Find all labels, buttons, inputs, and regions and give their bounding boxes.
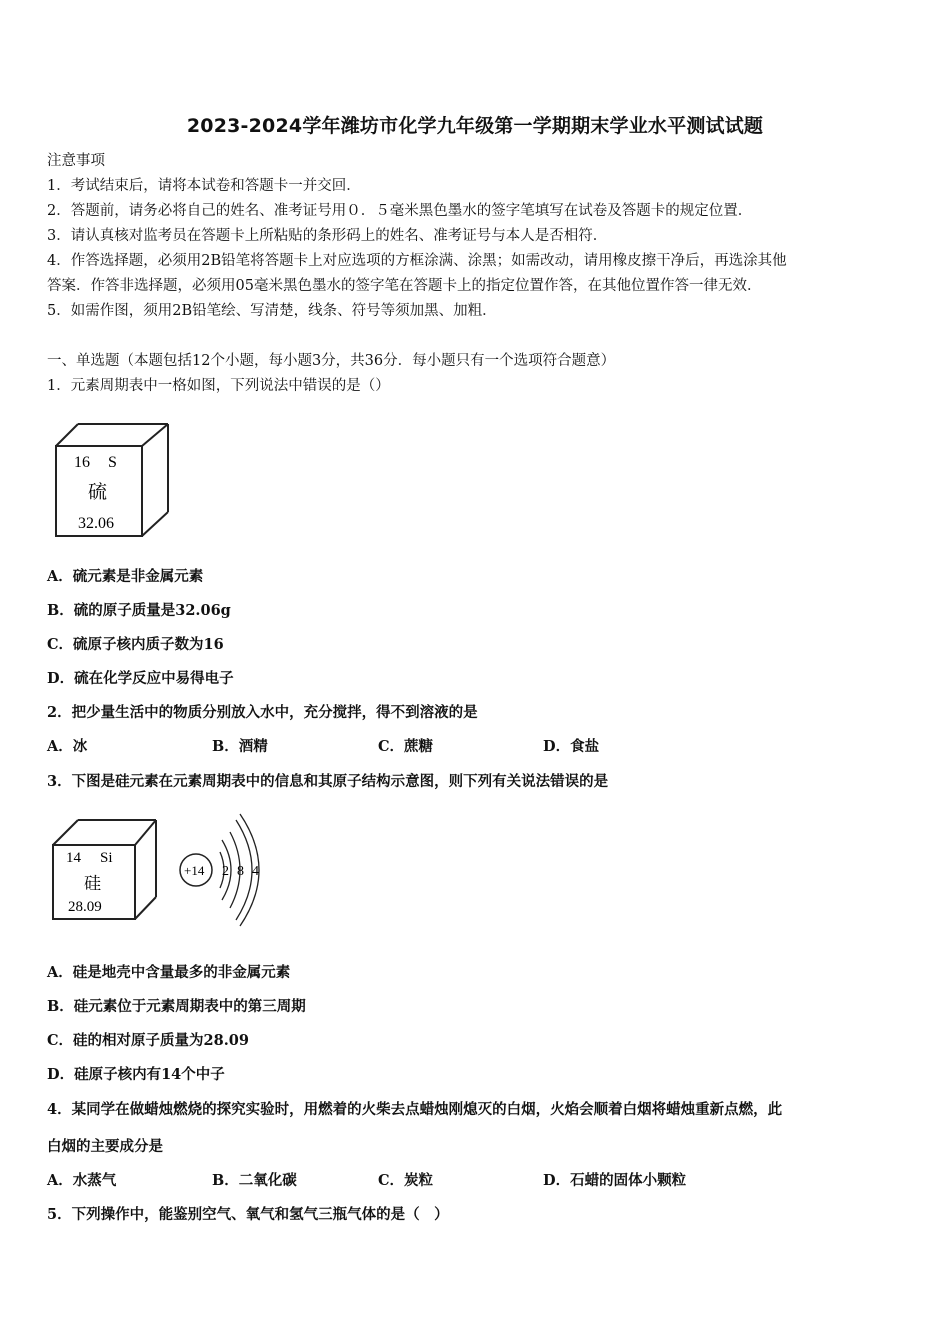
silicon-number: 14 [66, 850, 81, 866]
q2-option-b: B．酒精 [212, 738, 268, 755]
q1-option-a: A．硫元素是非金属元素 [47, 568, 204, 585]
q3-option-a: A．硅是地壳中含量最多的非金属元素 [47, 964, 291, 981]
q1-option-d: D．硫在化学反应中易得电子 [47, 670, 234, 687]
notice-item-4-cont: 答案．作答非选择题，必须用05毫米黑色墨水的签字笔在答题卡上的指定位置作答，在其他位置作答一律无效． [47, 278, 762, 294]
silicon-symbol: Si [100, 850, 113, 866]
q4-option-d: D．石蜡的固体小颗粒 [543, 1172, 687, 1189]
q2-option-a: A．冰 [47, 738, 88, 755]
silicon-name: 硅 [84, 874, 101, 893]
q1-stem: 1．元素周期表中一格如图，下列说法中错误的是（） [47, 378, 390, 394]
q1-option-c: C．硫原子核内质子数为16 [47, 636, 224, 653]
q3-option-c: C．硅的相对原子质量为28.09 [47, 1032, 249, 1049]
q2-stem: 2．把少量生活中的物质分别放入水中，充分搅拌，得不到溶液的是 [47, 704, 478, 721]
shell-2-electrons: 8 [237, 864, 244, 879]
section-heading: 一、单选题（本题包括12个小题，每小题3分，共36分．每小题只有一个选项符合题意） [47, 353, 616, 369]
sulfur-symbol: S [108, 454, 117, 471]
silicon-mass: 28.09 [68, 899, 102, 915]
silicon-atom-diagram [176, 810, 271, 930]
q3-option-d: D．硅原子核内有14个中子 [47, 1066, 225, 1083]
nucleus-charge: +14 [184, 863, 205, 878]
q2-option-c: C．蔗糖 [378, 738, 434, 755]
q4-stem-line2: 白烟的主要成分是 [47, 1138, 163, 1155]
notice-item-1: 1．考试结束后，请将本试卷和答题卡一并交回． [47, 178, 361, 194]
notice-item-2: 2．答题前，请务必将自己的姓名、准考证号用０．５毫米黑色墨水的签字笔填写在试卷及答题卡的规定位置． [47, 203, 753, 219]
q3-stem: 3．下图是硅元素在元素周期表中的信息和其原子结构示意图，则下列有关说法错误的是 [47, 773, 609, 790]
shell-1-electrons: 2 [222, 864, 229, 879]
shell-3-electrons: 4 [252, 864, 259, 879]
q3-option-b: B．硅元素位于元素周期表中的第三周期 [47, 998, 306, 1015]
sulfur-mass: 32.06 [78, 515, 114, 532]
page-title: 2023-2024学年潍坊市化学九年级第一学期期末学业水平测试试题 [186, 115, 764, 137]
q4-stem-line1: 4．某同学在做蜡烛燃烧的探究实验时，用燃着的火柴去点蜡烛刚熄灭的白烟，火焰会顺着白烟将蜡烛重新点燃，此 [47, 1101, 783, 1118]
sulfur-name: 硫 [88, 482, 108, 503]
q4-option-b: B．二氧化碳 [212, 1172, 297, 1189]
q4-option-a: A．水蒸气 [47, 1172, 117, 1189]
q2-option-d: D．食盐 [543, 738, 600, 755]
notice-item-3: 3．请认真核对监考员在答题卡上所粘贴的条形码上的姓名、准考证号与本人是否相符． [47, 228, 608, 244]
sulfur-number: 16 [74, 454, 90, 471]
notice-item-4: 4．作答选择题，必须用2B铅笔将答题卡上对应选项的方框涂满、涂黑；如需改动，请用橡皮擦干净后，再选涂其他 [47, 253, 787, 269]
notice-item-5: 5．如需作图，须用2B铅笔绘、写清楚，线条、符号等须加黑、加粗． [47, 303, 497, 319]
notice-heading: 注意事项 [47, 153, 105, 169]
q1-option-b: B．硫的原子质量是32.06g [47, 602, 231, 619]
q5-stem: 5．下列操作中，能鉴别空气、氧气和氢气三瓶气体的是（ ） [47, 1206, 449, 1223]
silicon-element-cell [48, 815, 163, 927]
q4-option-c: C．炭粒 [378, 1172, 434, 1189]
sulfur-element-cell [50, 418, 175, 540]
